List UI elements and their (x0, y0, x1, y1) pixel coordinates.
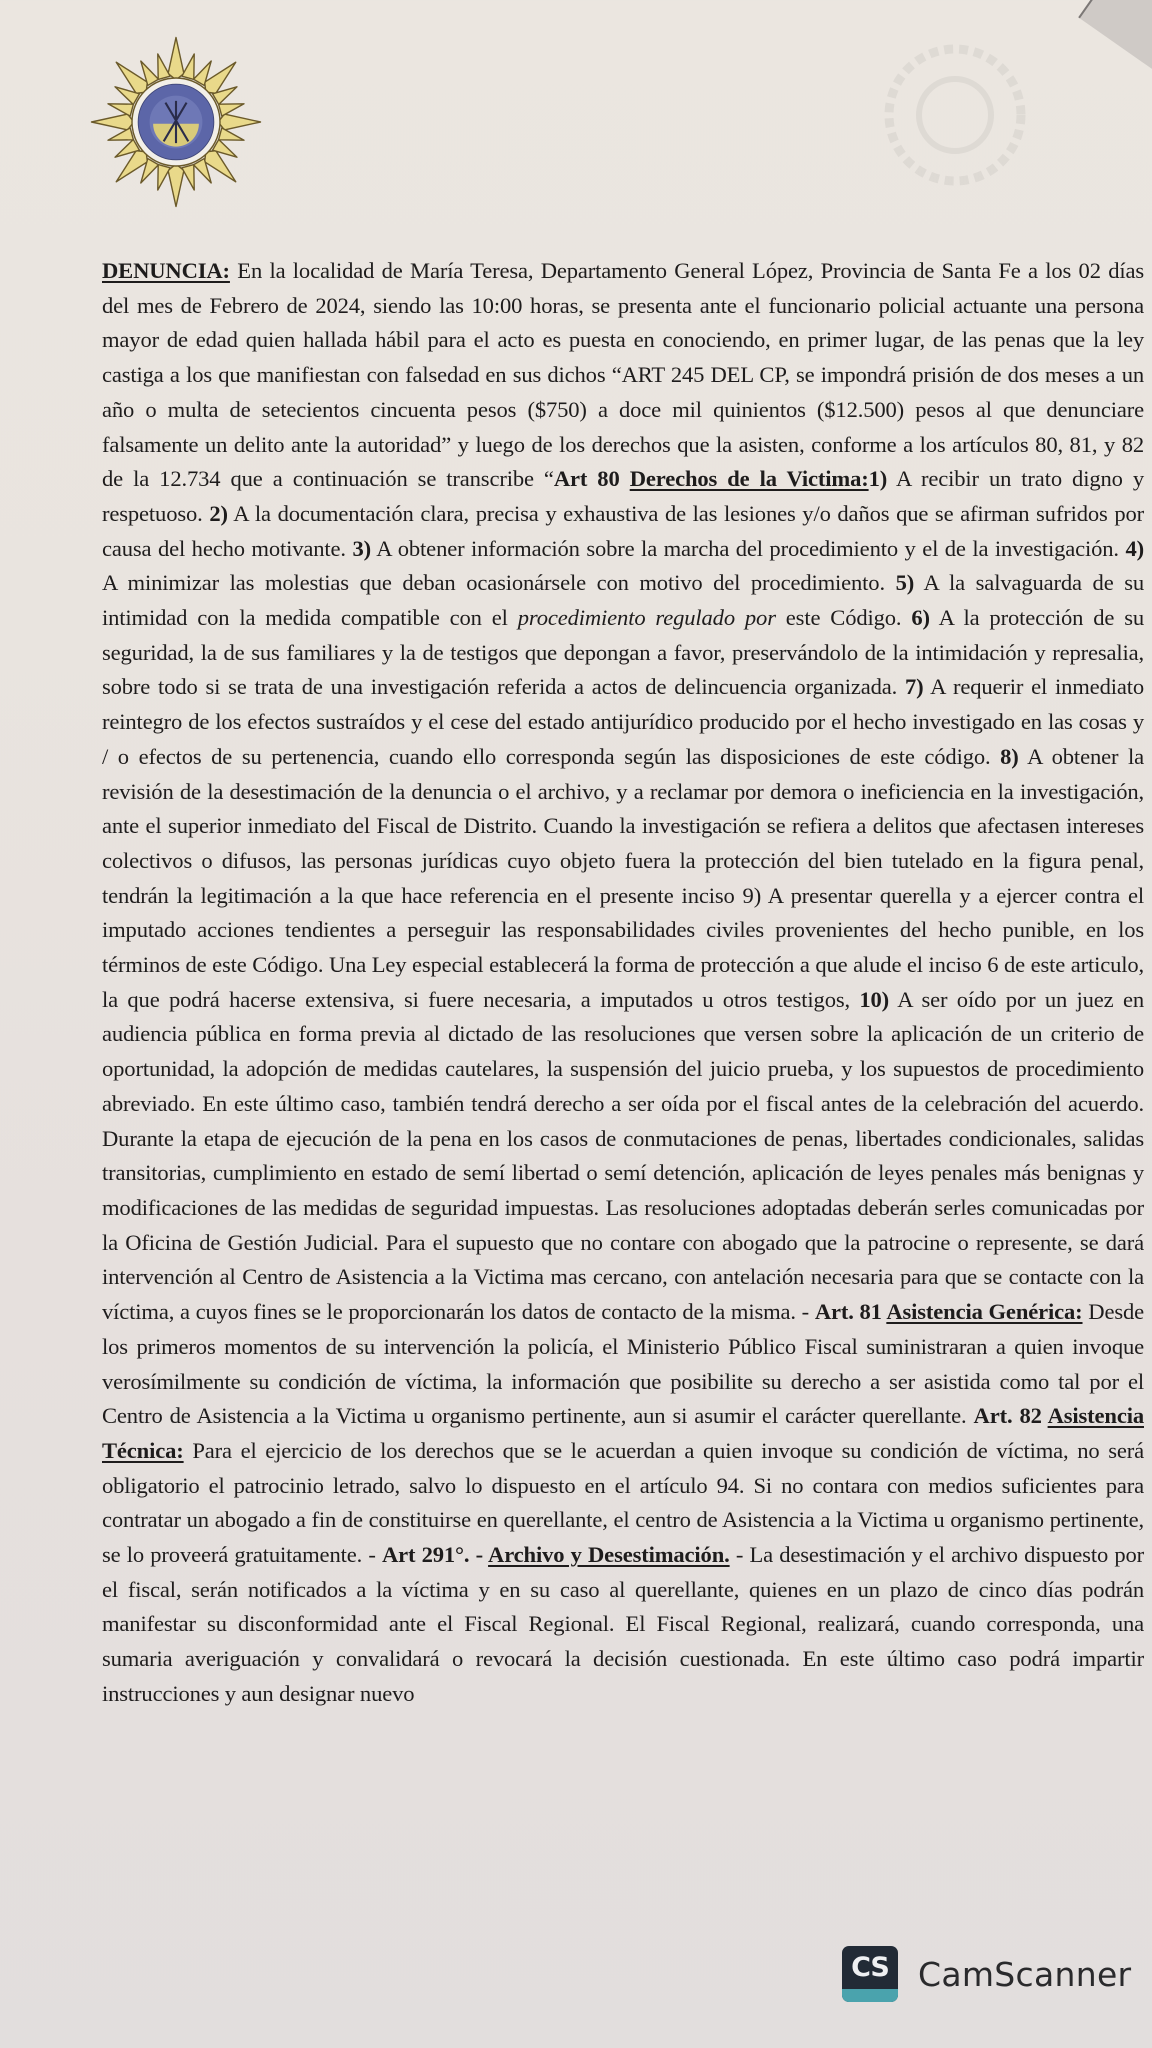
complaint-paragraph (102, 254, 1144, 1712)
art80-item-1: 1) A recibir un trato digno y respetuoso. (102, 466, 1144, 526)
document-title-label: DENUNCIA: (102, 258, 230, 283)
art80-heading: Derechos de la Victima: (629, 466, 869, 492)
art82-text: Para el ejercicio de los derechos que se le acuerdan a quien invoque su condición de víctima, no será obligatorio el patrocinio letrado, salvo lo dispuesto en el artículo 94. Si no contara con medios suficientes para contratar un abogado a fin de constituirse en querellante, el centro de Asistencia a la Victima u organismo pertinente, se lo proveerá gratuitamente. - (102, 1437, 1144, 1568)
art80-item-6: 6) A la protección de su seguridad, la de sus familiares y la de testigos que depongan a favor, preservándolo de la intimidación y represalia, sobre todo si se trata de una investigación referida a actos de delincuencia organizada. (102, 605, 1144, 700)
art81-number: Art. 81 (814, 1299, 887, 1325)
art80-item-3: 3) A obtener información sobre la marcha del procedimiento y el de la investigación. (352, 535, 1126, 561)
complaint-document-body (102, 254, 1144, 1712)
camscanner-watermark (842, 1946, 1131, 2002)
art81-text: Desde los primeros momentos de su intervención la policía, el Ministerio Público Fiscal suministraran a quien invoque verosímilmente su condición de víctima, la información que posibilite su derecho a ser asistida como tal por el Centro de Asistencia a la Victima u organismo pertinente, aun si asumir el carácter querellante. (102, 1299, 1144, 1429)
camscanner-app-name: CamScanner (918, 1954, 1132, 1994)
art80-number: Art 80 (553, 466, 630, 492)
intro-text: En la localidad de María Teresa, Departamento General López, Provincia de Santa Fe a los 02 días del mes de Febrero de 2024, siendo las 10:00 horas, se presenta ante el funcionario policial actuante una persona mayor de edad quien hallada hábil para el acto es puesta en conociendo, en primer lugar, de las penas que la ley castiga a los que manifiestan con falsedad en sus dichos “ART 245 DEL CP, se impondrá prisión de dos meses a un año o multa de setecientos cincuenta pesos ($750) a doce mil quinientos ($12.500) pesos al que denunciare falsamente un delito ante la autoridad” y luego de los derechos que la asisten, conforme a los artículos 80, 81, y 82 de la 12.734 que a continuación se transcribe “ (102, 258, 1144, 492)
art291-text: - La desestimación y el archivo dispuesto por el fiscal, serán notificados a la víctima y en su caso al querellante, quienes en un plazo de cinco días podrán manifestar su disconformidad ante el Fiscal Regional. El Fiscal Regional, realizará, cuando corresponda, una sumaria averiguación y convalidará o revocará la decisión cuestionada. En este último caso podrá impartir instrucciones y aun designar nuevo (102, 1542, 1145, 1706)
art291-heading: Archivo y Desestimación. (488, 1542, 730, 1568)
art80-item-4: 4) A minimizar las molestias que deban ocasionársele con motivo del procedimiento. (102, 535, 1144, 596)
art82-number: Art. 82 (973, 1403, 1048, 1429)
police-star-badge-icon (86, 34, 266, 210)
art80-item-7: 7) A requerir el inmediato reintegro de los efectos sustraídos y el cese del estado antijurídico producido por el hecho investigado en las cosas y / o efectos de su pertenencia, cuando ello corresponda según las disposiciones de este código. (102, 674, 1144, 769)
art82-heading: Asistencia Técnica: (102, 1403, 1144, 1463)
art291-number: Art 291°. - (381, 1542, 489, 1568)
art80-item-8: 8) A obtener la revisión de la desestimación de la denuncia o el archivo, y a reclamar por demora o ineficiencia en la investigación, ante el superior inmediato del Fiscal de Distrito. Cuando la investigación se refiera a delitos que afectasen intereses colectivos o difusos, las personas jurídicas cuyo objeto fuera la protección del bien tutelado en la figura penal, tendrán la legitimación a la que hace referencia en el presente inciso (102, 743, 1144, 908)
page-corner-edge (1078, 0, 1152, 70)
faded-badge-bleedthrough (880, 40, 1030, 190)
camscanner-logo-icon: CS (842, 1946, 898, 2002)
art80-item-10: 10) A ser oído por un juez en audiencia pública en forma previa al dictado de las resoluciones que versen sobre la aplicación de un criterio de oportunidad, la adopción de medidas cautelares, la suspensión del juicio prueba, y los supuestos de procedimiento abreviado. En este último caso, también tendrá derecho a ser oída por el fiscal antes de la celebración del acuerdo. Durante la etapa de ejecución de la pena en los casos de conmutaciones de penas, libertades condicionales, salidas transitorias, cumplimiento en estado de semí libertad o semí detención, aplicación de leyes penales más benignas y modificaciones de las medidas de seguridad impuestas. Las resoluciones adoptadas deberán serles comunicadas por la Oficina de Gestión Judicial. Para el supuesto que no contare con abogado que la patrocine o represente, se dará intervención al Centro de Asistencia a la Victima mas cercano, con antelación necesaria para que se contacte con la víctima, a cuyos fines se le proporcionarán los datos de contacto de la misma. - (102, 986, 1144, 1325)
art81-heading: Asistencia Genérica: (886, 1299, 1083, 1325)
art80-item-2: 2) A la documentación clara, precisa y exhaustiva de las lesiones y/o daños que se afirman sufridos por causa del hecho motivante. (102, 500, 1144, 561)
art80-item-5: 5) A la salvaguarda de su intimidad con la medida compatible con el procedimiento regulado por este Código. (102, 570, 1144, 631)
art80-item-9: 9) A presentar querella y a ejercer contra el imputado acciones tendientes a perseguir las responsabilidades civiles provenientes del hecho punible, en los términos de este Código. Una Ley especial establecerá la forma de protección a que alude el inciso 6 de este articulo, la que podrá hacerse extensiva, si fuere necesaria, a imputados u otros testigos, (102, 882, 1144, 1012)
